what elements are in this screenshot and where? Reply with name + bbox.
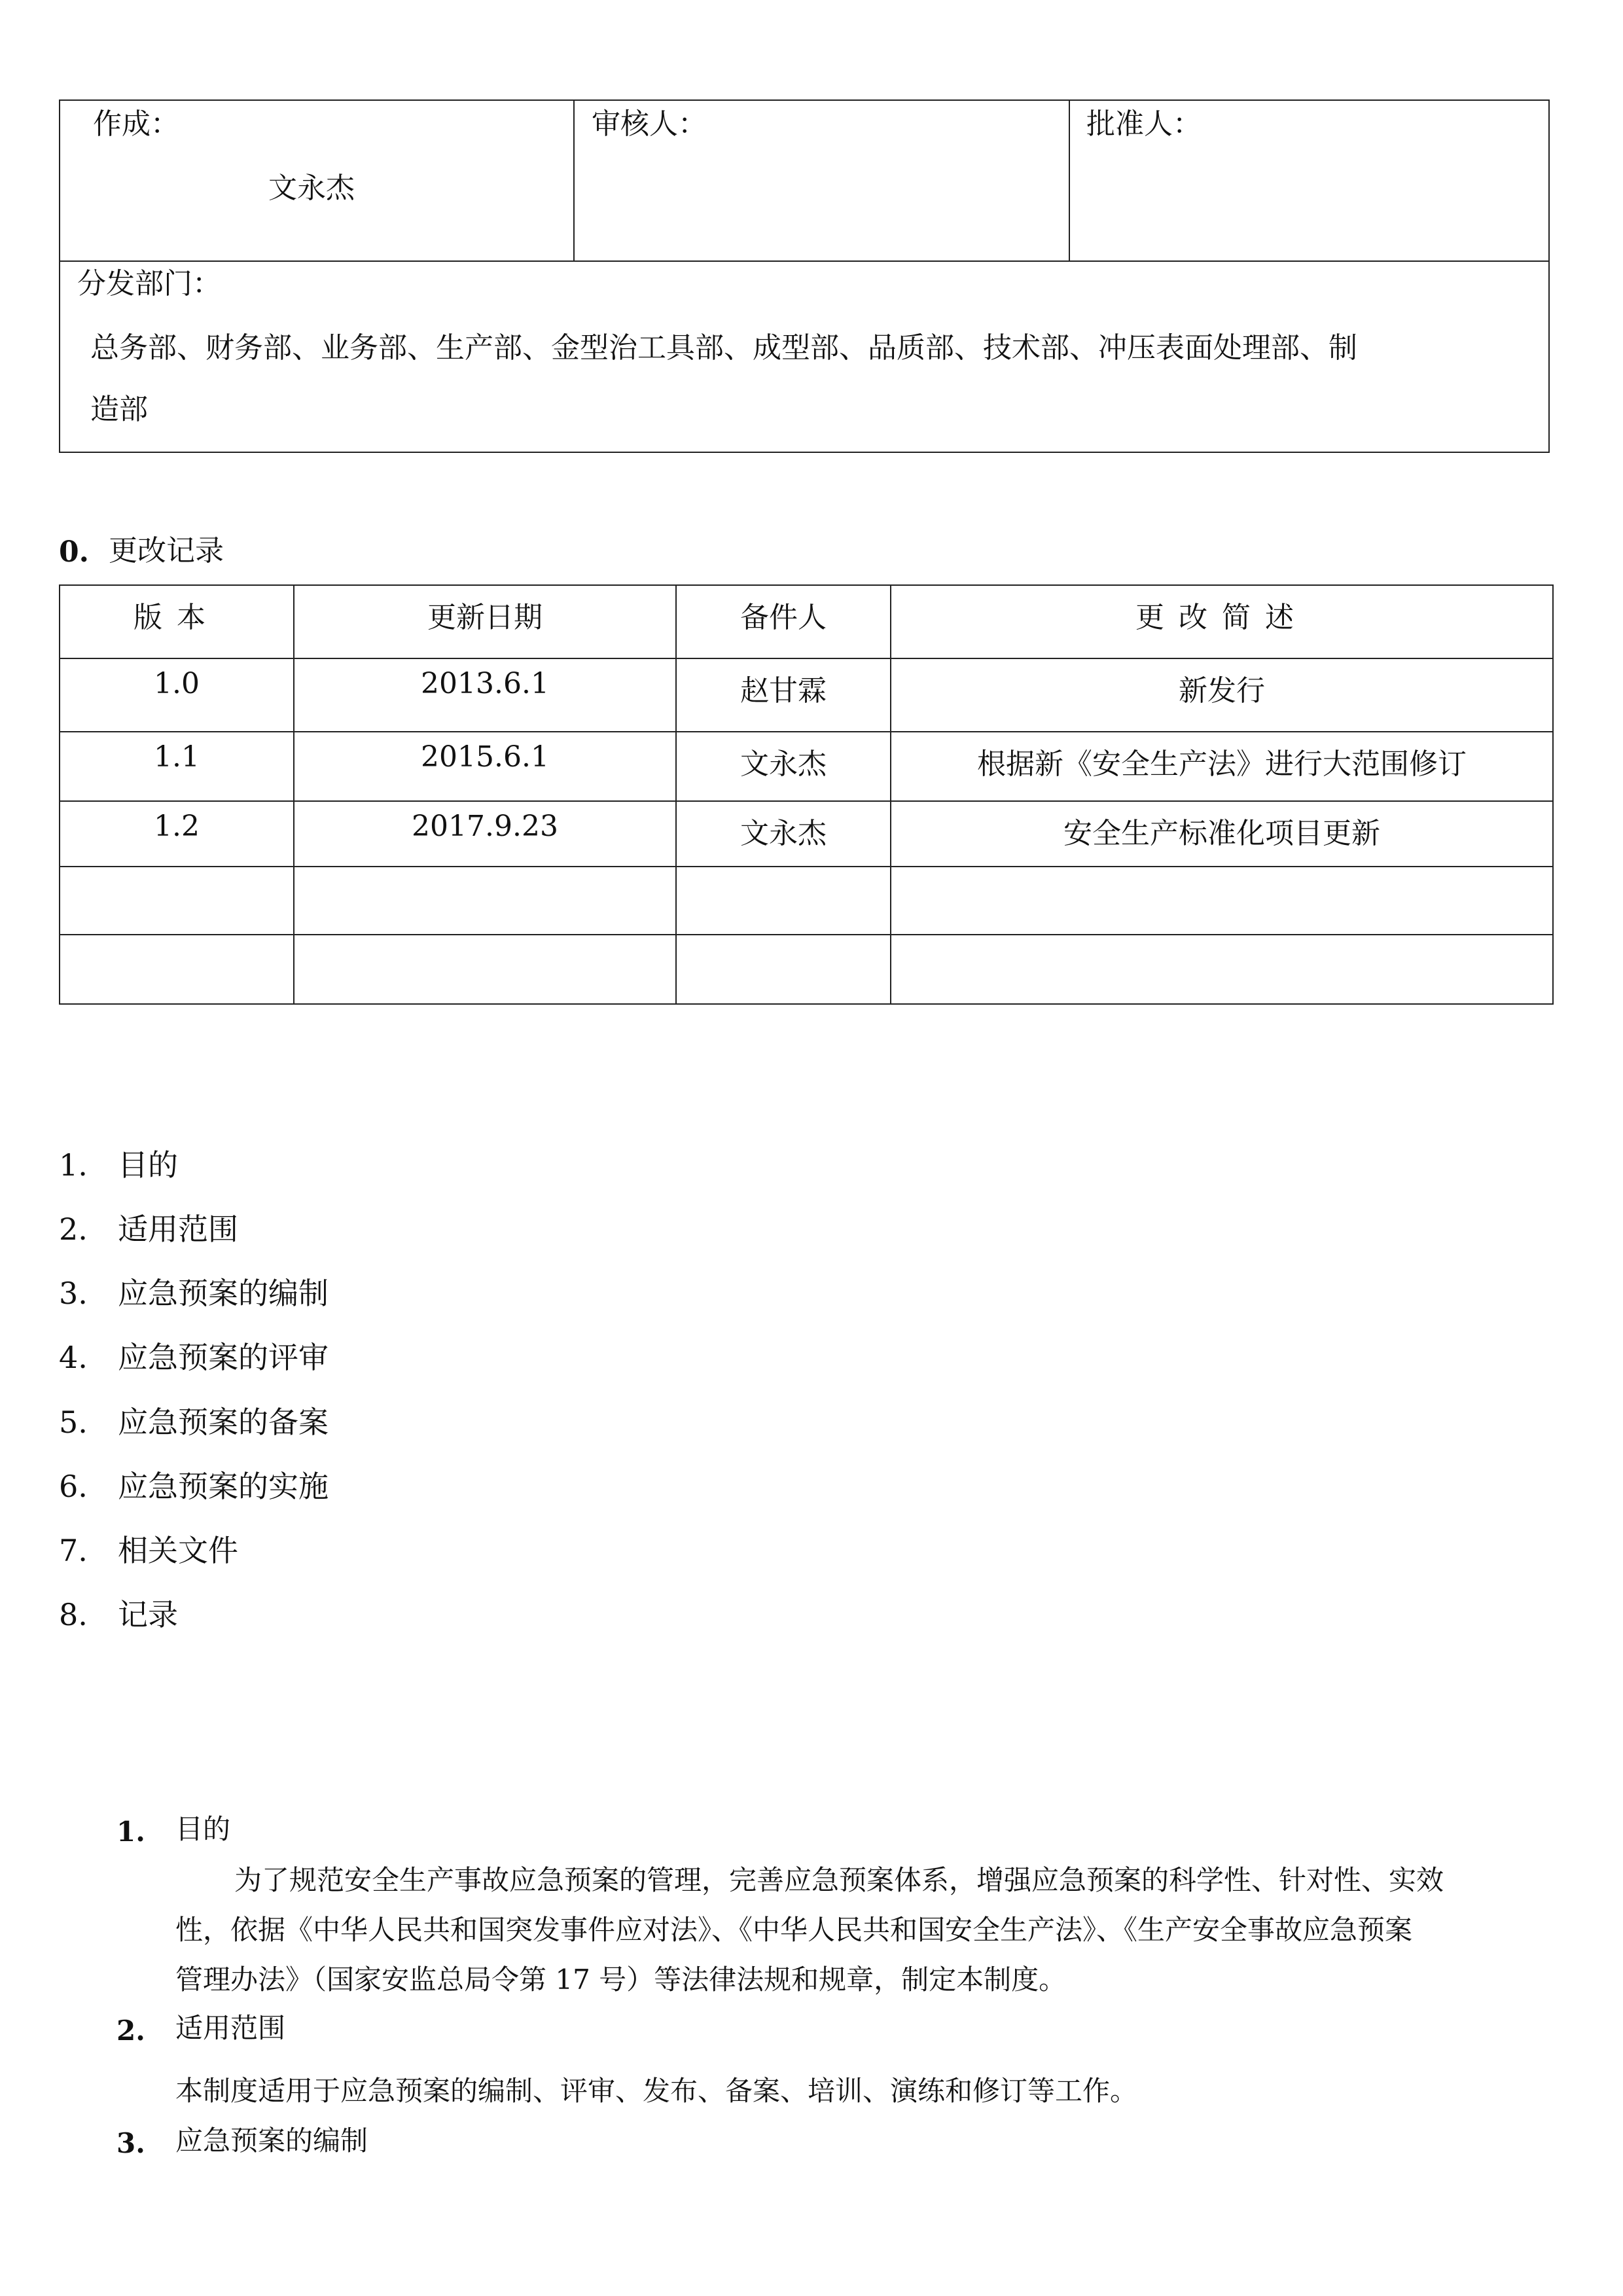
toc-number: 7. — [59, 1533, 88, 1568]
cell-version — [60, 935, 294, 1004]
change-record-table — [59, 584, 1554, 1005]
section-number: 3. — [116, 2127, 145, 2159]
section-paragraph-line: 管理办法》（国家安监总局令第 17 号）等法律法规和规章，制定本制度。 — [175, 1964, 1067, 1996]
toc-item: 适用范围 — [118, 1211, 238, 1247]
cell-filer: 文永杰 — [676, 801, 891, 867]
column-header-update-date: 更新日期 — [294, 585, 676, 658]
cell-filer — [676, 867, 891, 935]
toc-item: 相关文件 — [118, 1533, 238, 1568]
cell-date: 2017.9.23 — [294, 801, 676, 867]
toc-number: 8. — [59, 1597, 88, 1632]
cell-version: 1.2 — [60, 801, 294, 867]
toc-item: 应急预案的编制 — [118, 1276, 329, 1311]
distribution-departments-line1: 总务部、财务部、业务部、生产部、金型治工具部、成型部、品质部、技术部、冲压表面处理部、制 — [90, 331, 1357, 365]
cell-summary: 安全生产标准化项目更新 — [891, 801, 1553, 867]
section-title-preparation: 应急预案的编制 — [175, 2125, 368, 2157]
distribution-departments-line2: 造部 — [90, 393, 148, 426]
change-record-title: 更改记录 — [109, 534, 224, 567]
cell-filer: 赵甘霖 — [676, 658, 891, 732]
table-header-row — [60, 585, 1553, 658]
section-title-scope: 适用范围 — [175, 2012, 286, 2044]
column-header-version: 版本 — [60, 585, 294, 658]
author-label: 作成： — [93, 107, 179, 141]
section-paragraph-line: 本制度适用于应急预案的编制、评审、发布、备案、培训、演练和修订等工作。 — [175, 2075, 1138, 2107]
toc-item: 目的 — [118, 1147, 178, 1183]
section-paragraph-line: 性，依据《中华人民共和国突发事件应对法》、《中华人民共和国安全生产法》、《生产安全事故应急预案 — [175, 1914, 1413, 1946]
table-divider — [573, 101, 575, 262]
cell-version: 1.0 — [60, 658, 294, 732]
toc-item: 记录 — [118, 1597, 178, 1632]
table-row — [60, 658, 1553, 732]
section-paragraph-line: 为了规范安全生产事故应急预案的管理，完善应急预案体系，增强应急预案的科学性、针对性、实效 — [234, 1864, 1444, 1896]
reviewer-label: 审核人： — [592, 107, 707, 141]
toc-item: 应急预案的实施 — [118, 1469, 329, 1504]
cell-summary: 根据新《安全生产法》进行大范围修订 — [891, 732, 1553, 801]
cell-version — [60, 867, 294, 935]
approval-table — [59, 99, 1550, 453]
table-row — [60, 935, 1553, 1004]
toc-number: 6. — [59, 1469, 88, 1504]
cell-date: 2013.6.1 — [294, 658, 676, 732]
cell-summary — [891, 867, 1553, 935]
toc-item: 应急预案的备案 — [118, 1405, 329, 1440]
table-divider — [1069, 101, 1070, 262]
section-title-purpose: 目的 — [175, 1813, 231, 1845]
toc-number: 5. — [59, 1405, 88, 1440]
approval-signature-row — [60, 101, 1548, 262]
section-number: 1. — [116, 1816, 145, 1848]
column-header-summary: 更改简述 — [891, 585, 1553, 658]
author-name: 文永杰 — [268, 171, 355, 205]
toc-number: 1. — [59, 1147, 88, 1183]
approver-label: 批准人： — [1086, 107, 1202, 141]
cell-version: 1.1 — [60, 732, 294, 801]
toc-number: 4. — [59, 1340, 88, 1375]
toc-number: 2. — [59, 1211, 88, 1247]
cell-date — [294, 935, 676, 1004]
distribution-label: 分发部门： — [77, 267, 221, 300]
toc-item: 应急预案的评审 — [118, 1340, 329, 1375]
cell-filer — [676, 935, 891, 1004]
column-header-filer: 备件人 — [676, 585, 891, 658]
table-row — [60, 801, 1553, 867]
cell-filer: 文永杰 — [676, 732, 891, 801]
change-record-number: 0. — [59, 535, 89, 569]
section-number: 2. — [116, 2015, 145, 2047]
cell-date: 2015.6.1 — [294, 732, 676, 801]
cell-summary: 新发行 — [891, 658, 1553, 732]
table-row — [60, 867, 1553, 935]
toc-number: 3. — [59, 1276, 88, 1311]
cell-summary — [891, 935, 1553, 1004]
cell-date — [294, 867, 676, 935]
table-row — [60, 732, 1553, 801]
